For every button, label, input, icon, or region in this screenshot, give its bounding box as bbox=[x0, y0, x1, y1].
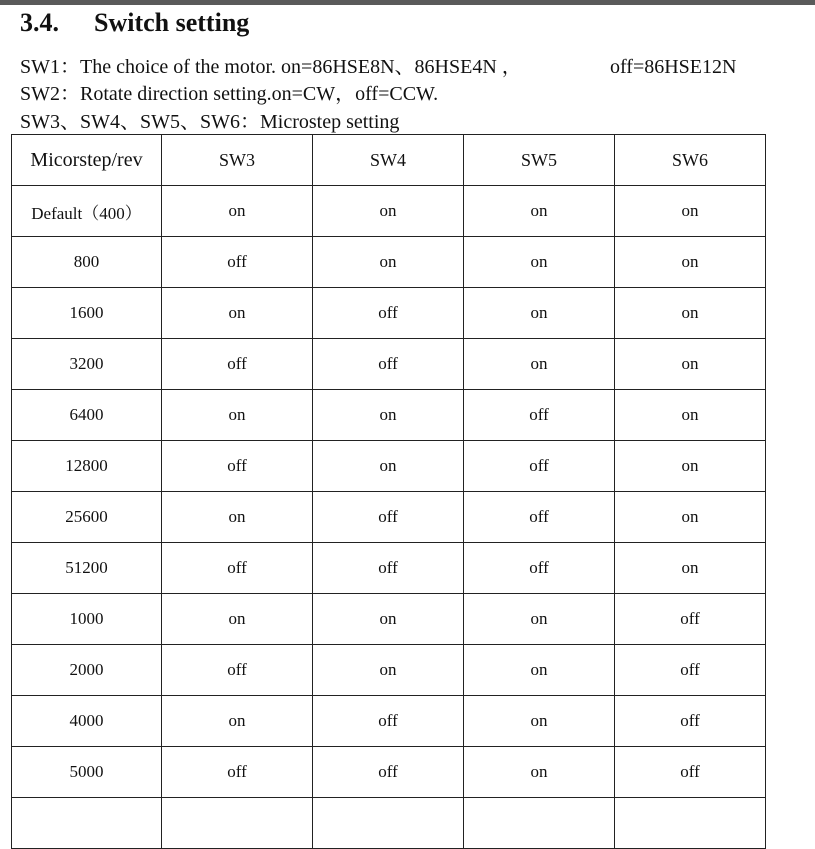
cell-microstep: 2000 bbox=[12, 645, 162, 696]
cell-sw3: on bbox=[162, 390, 313, 441]
cell-sw3: off bbox=[162, 747, 313, 798]
cell-microstep: 1000 bbox=[12, 594, 162, 645]
cell-microstep: 12800 bbox=[12, 441, 162, 492]
cell-sw6: off bbox=[615, 594, 766, 645]
cell-microstep: 5000 bbox=[12, 747, 162, 798]
cell-sw3 bbox=[162, 798, 313, 849]
table-row bbox=[12, 594, 766, 645]
cell-sw6: off bbox=[615, 696, 766, 747]
cell-sw3: on bbox=[162, 492, 313, 543]
cell-sw4: on bbox=[313, 441, 464, 492]
table-row bbox=[12, 696, 766, 747]
cell-sw3: on bbox=[162, 186, 313, 237]
cell-sw5: off bbox=[464, 390, 615, 441]
cell-microstep: 4000 bbox=[12, 696, 162, 747]
sw1-off-text: off=86HSE12N bbox=[610, 56, 737, 78]
cell-sw6: on bbox=[615, 390, 766, 441]
table-row bbox=[12, 543, 766, 594]
cell-sw5: on bbox=[464, 288, 615, 339]
table-row bbox=[12, 747, 766, 798]
sw3-6-description: SW3、SW4、SW5、SW6：Microstep setting bbox=[20, 111, 400, 133]
table-row bbox=[12, 441, 766, 492]
cell-sw3: off bbox=[162, 237, 313, 288]
cell-sw5: on bbox=[464, 186, 615, 237]
table-header bbox=[12, 135, 766, 186]
cell-microstep: 1600 bbox=[12, 288, 162, 339]
cell-microstep: 3200 bbox=[12, 339, 162, 390]
cell-sw4: off bbox=[313, 339, 464, 390]
sw1-description bbox=[20, 55, 737, 79]
cell-microstep: 25600 bbox=[12, 492, 162, 543]
cell-sw3: off bbox=[162, 339, 313, 390]
cell-sw5: on bbox=[464, 645, 615, 696]
cell-sw4: off bbox=[313, 747, 464, 798]
cell-sw4: off bbox=[313, 288, 464, 339]
cell-microstep: 51200 bbox=[12, 543, 162, 594]
cell-sw6: on bbox=[615, 339, 766, 390]
cell-sw5: on bbox=[464, 594, 615, 645]
cell-sw3: off bbox=[162, 543, 313, 594]
cell-sw4: on bbox=[313, 237, 464, 288]
cell-microstep bbox=[12, 798, 162, 849]
header-sw6: SW6 bbox=[615, 135, 766, 186]
cell-sw5 bbox=[464, 798, 615, 849]
cell-sw5: on bbox=[464, 747, 615, 798]
cell-sw6: on bbox=[615, 237, 766, 288]
header-sw3: SW3 bbox=[162, 135, 313, 186]
cell-sw4 bbox=[313, 798, 464, 849]
cell-sw4: off bbox=[313, 696, 464, 747]
cell-sw4: on bbox=[313, 645, 464, 696]
cell-sw6: off bbox=[615, 645, 766, 696]
header-microstep: Micorstep/rev bbox=[12, 135, 162, 186]
table-row bbox=[12, 798, 766, 849]
cell-sw5: on bbox=[464, 696, 615, 747]
cell-sw6: on bbox=[615, 543, 766, 594]
cell-sw5: off bbox=[464, 543, 615, 594]
sw1-text: SW1：The choice of the motor. on=86HSE8N、86HSE4N ， bbox=[20, 56, 522, 78]
cell-sw6 bbox=[615, 798, 766, 849]
table-row bbox=[12, 186, 766, 237]
cell-sw3: off bbox=[162, 645, 313, 696]
cell-sw4: off bbox=[313, 543, 464, 594]
header-row bbox=[12, 135, 766, 186]
top-rule bbox=[0, 0, 815, 5]
cell-sw3: on bbox=[162, 696, 313, 747]
cell-microstep: 800 bbox=[12, 237, 162, 288]
cell-sw6: on bbox=[615, 288, 766, 339]
table-row bbox=[12, 237, 766, 288]
cell-sw6: on bbox=[615, 492, 766, 543]
cell-sw4: on bbox=[313, 186, 464, 237]
cell-sw6: on bbox=[615, 441, 766, 492]
cell-sw6: off bbox=[615, 747, 766, 798]
cell-microstep: 6400 bbox=[12, 390, 162, 441]
section-number: 3.4. bbox=[20, 8, 59, 37]
cell-sw4: on bbox=[313, 390, 464, 441]
table-row bbox=[12, 339, 766, 390]
header-sw5: SW5 bbox=[464, 135, 615, 186]
cell-sw4: off bbox=[313, 492, 464, 543]
cell-sw5: off bbox=[464, 492, 615, 543]
cell-sw5: on bbox=[464, 339, 615, 390]
cell-sw6: on bbox=[615, 186, 766, 237]
sw2-description: SW2：Rotate direction setting.on=CW，off=CCW. bbox=[20, 83, 439, 105]
table-body bbox=[12, 186, 766, 849]
table-row bbox=[12, 390, 766, 441]
table-row bbox=[12, 288, 766, 339]
cell-sw5: on bbox=[464, 237, 615, 288]
cell-sw4: on bbox=[313, 594, 464, 645]
section-heading bbox=[20, 8, 249, 38]
cell-sw3: on bbox=[162, 594, 313, 645]
cell-sw5: off bbox=[464, 441, 615, 492]
table-row bbox=[12, 492, 766, 543]
table-row bbox=[12, 645, 766, 696]
header-sw4: SW4 bbox=[313, 135, 464, 186]
cell-sw3: on bbox=[162, 288, 313, 339]
cell-microstep: Default（400） bbox=[12, 186, 162, 237]
section-title: Switch setting bbox=[94, 8, 250, 37]
microstep-table bbox=[11, 134, 766, 849]
cell-sw3: off bbox=[162, 441, 313, 492]
